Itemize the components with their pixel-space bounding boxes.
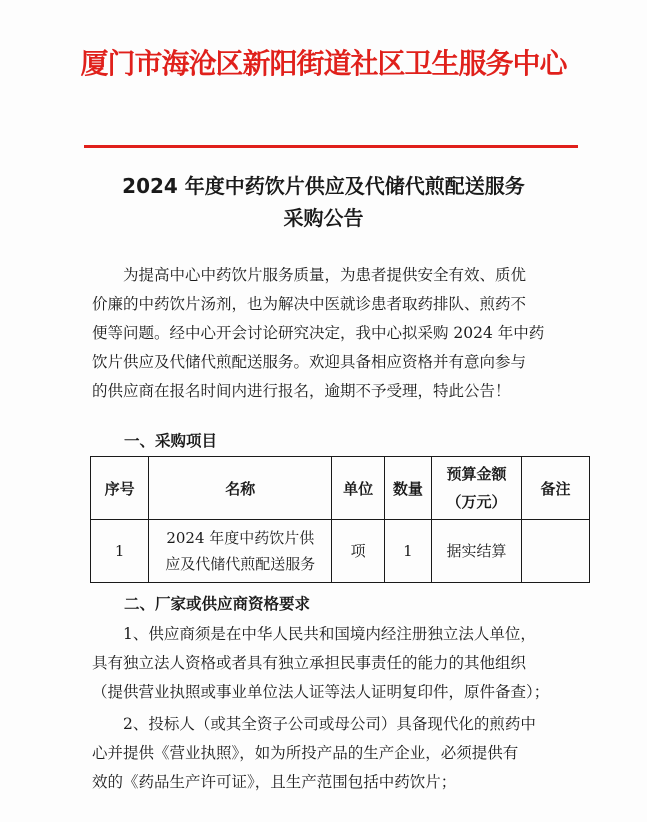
header-red-rule bbox=[84, 145, 578, 148]
cell-note bbox=[521, 520, 589, 583]
section-heading-qualifications: 二、厂家或供应商资格要求 bbox=[124, 595, 311, 613]
header-qty: 数量 bbox=[384, 457, 431, 520]
header-budget-line2: （万元） bbox=[446, 493, 507, 511]
intro-line: 价廉的中药饮片汤剂，也为解决中医就诊患者取药排队、煎药不 bbox=[92, 295, 527, 313]
requirement-line: （提供营业执照或事业单位法人证等法人证明复印件，原件备查）； bbox=[92, 683, 550, 701]
requirement-1 bbox=[92, 620, 580, 707]
cell-name-line2: 应及代储代煎配送服务 bbox=[165, 555, 316, 573]
table-header-row bbox=[91, 457, 590, 520]
header-name: 名称 bbox=[149, 457, 332, 520]
procurement-table bbox=[90, 456, 590, 583]
header-note: 备注 bbox=[521, 457, 589, 520]
document-title-line2: 采购公告 bbox=[283, 206, 364, 230]
cell-budget: 据实结算 bbox=[432, 520, 522, 583]
section-heading-procurement-items: 一、采购项目 bbox=[124, 432, 218, 450]
header-budget-line1: 预算金额 bbox=[446, 465, 507, 483]
intro-line: 便等问题。经中心开会讨论研究决定，我中心拟采购 2024 年中药 bbox=[92, 324, 545, 342]
organization-header: 厦门市海沧区新阳街道社区卫生服务中心 bbox=[80, 47, 567, 80]
intro-line: 为提高中心中药饮片服务质量，为患者提供安全有效、质优 bbox=[123, 266, 527, 284]
document-title-line1: 2024 年度中药饮片供应及代储代煎配送服务 bbox=[122, 174, 525, 198]
requirement-line: 心并提供《营业执照》，如为所投产品的生产企业，必须提供有 bbox=[92, 744, 519, 762]
intro-line: 饮片供应及代储代煎配送服务。欢迎具备相应资格并有意向参与 bbox=[92, 353, 527, 371]
requirement-line: 1、供应商须是在中华人民共和国境内经注册独立法人单位， bbox=[123, 625, 536, 643]
header-seq: 序号 bbox=[91, 457, 149, 520]
cell-unit: 项 bbox=[332, 520, 384, 583]
cell-name-line1: 2024 年度中药饮片供 bbox=[166, 529, 315, 547]
cell-seq: 1 bbox=[91, 520, 149, 583]
requirement-line: 具有独立法人资格或者具有独立承担民事责任的能力的其他组织 bbox=[92, 654, 527, 672]
requirement-line: 2、投标人（或其全资子公司或母公司）具备现代化的煎药中 bbox=[123, 715, 536, 733]
cell-qty: 1 bbox=[384, 520, 431, 583]
table-row bbox=[91, 520, 590, 583]
header-unit: 单位 bbox=[332, 457, 384, 520]
requirement-2 bbox=[92, 710, 580, 797]
requirement-line: 效的《药品生产许可证》，且生产范围包括中药饮片； bbox=[92, 773, 457, 791]
intro-paragraph bbox=[92, 261, 580, 406]
cell-name bbox=[149, 520, 332, 583]
intro-line: 的供应商在报名时间内进行报名，逾期不予受理，特此公告！ bbox=[92, 382, 511, 400]
header-budget bbox=[432, 457, 522, 520]
